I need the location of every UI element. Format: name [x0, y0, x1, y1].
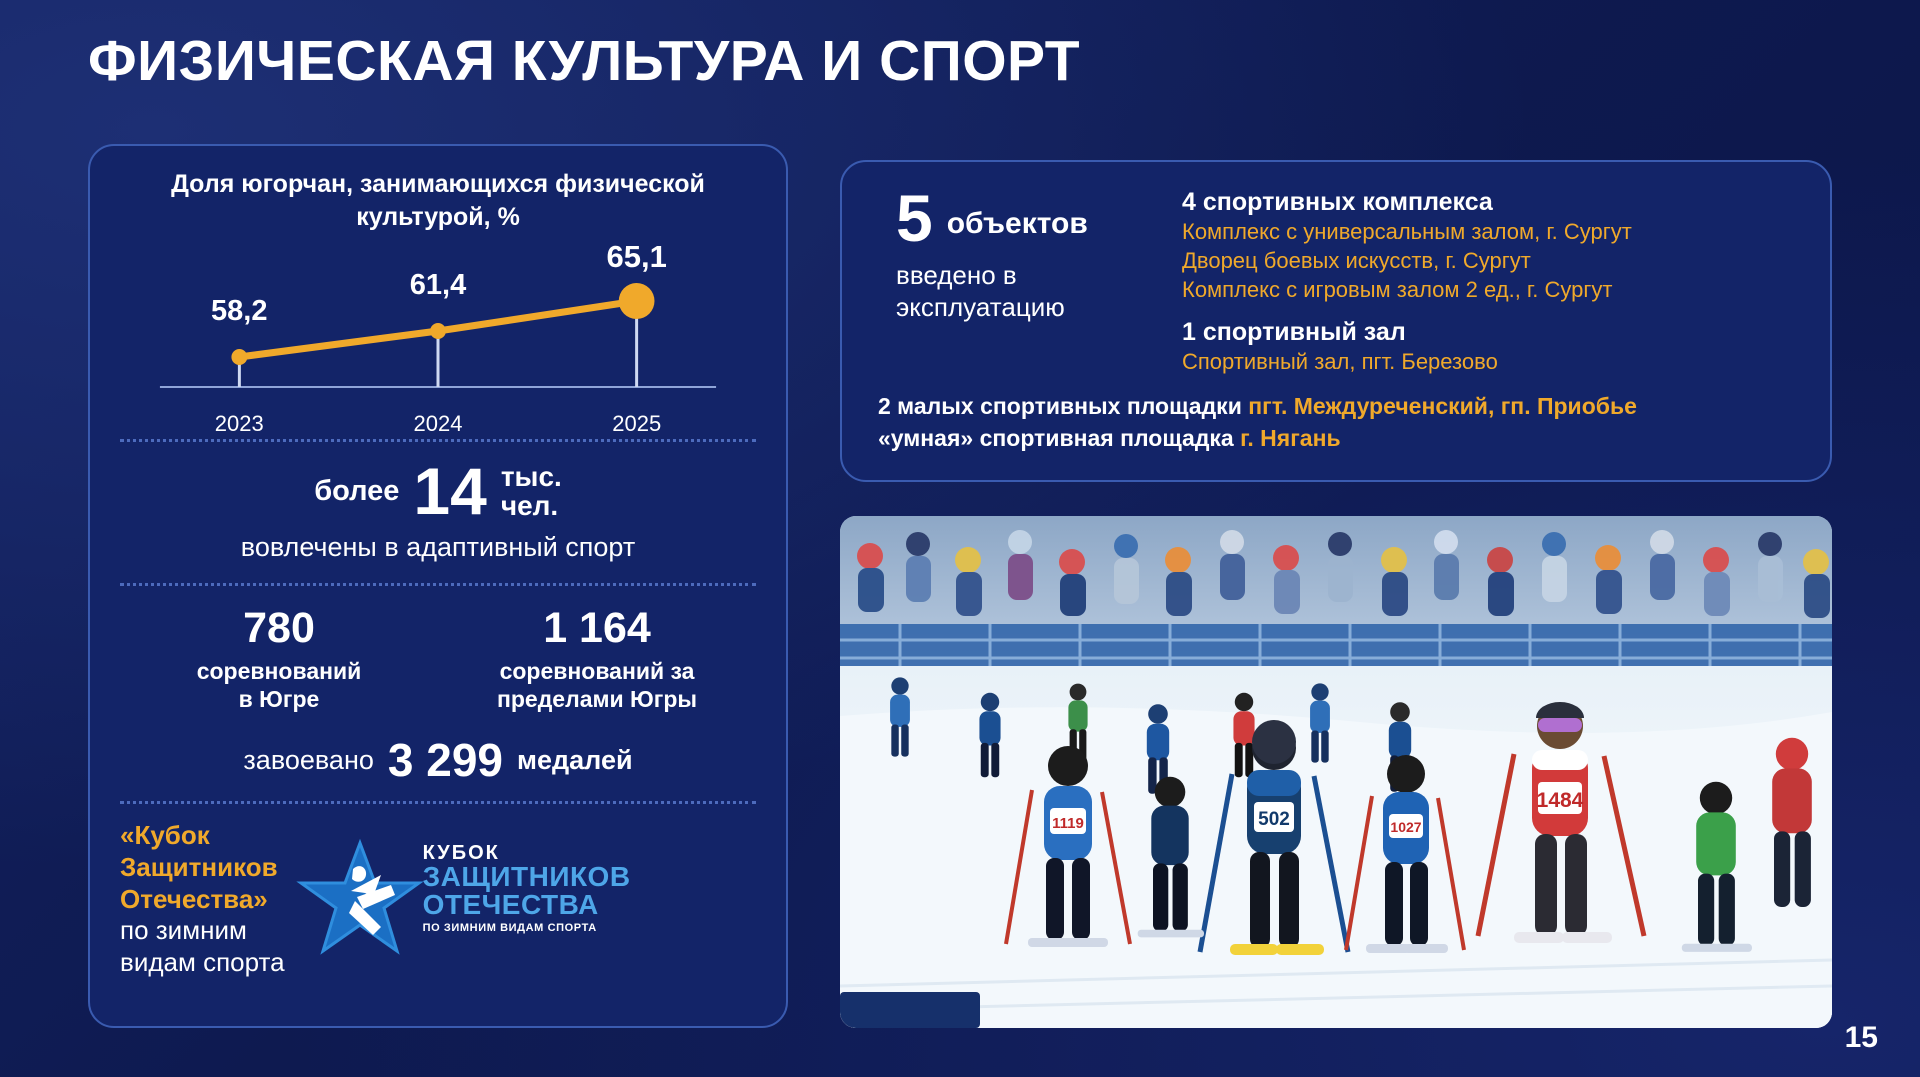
- small-areas-block: [842, 376, 1830, 454]
- adaptive-subtitle: вовлечены в адаптивный спорт: [240, 532, 636, 562]
- medals-number: 3 299: [387, 734, 503, 787]
- objects-subtitle-line1: введено в: [896, 259, 1017, 290]
- right-objects-card: [840, 160, 1832, 482]
- competitions-block: [90, 586, 786, 801]
- competitions-outside-number: 1 164: [543, 604, 651, 652]
- chart-title: Доля югорчан, занимающихся физической культурой, %: [171, 170, 705, 231]
- cup-block: [90, 804, 786, 979]
- medals-row: [90, 733, 786, 801]
- left-statistics-card: [88, 144, 788, 1028]
- cup-line1: «Кубок: [120, 820, 210, 851]
- chart-value-2024: 61,4: [409, 269, 467, 301]
- cup-line2: Защитников: [120, 851, 278, 882]
- page-number: 15: [1844, 1021, 1878, 1054]
- svg-text:1027: 1027: [1390, 819, 1422, 835]
- competitions-outside-line2: пределами Югры: [496, 686, 698, 713]
- small-area-0-label: 2 малых спортивных площадки: [878, 393, 1242, 420]
- chart-value-2023: 58,2: [211, 295, 268, 327]
- adaptive-unit-line1: тыс.: [500, 460, 562, 492]
- group-0-item-0: Комплекс с универсальным залом, г. Сургут: [1182, 219, 1632, 244]
- chart-xtick-2025: 2025: [612, 411, 662, 436]
- page-title: ФИЗИЧЕСКАЯ КУЛЬТУРА И СПОРТ: [88, 29, 1081, 93]
- competition-item-ugra: [120, 604, 438, 713]
- svg-text:502: 502: [1258, 809, 1290, 830]
- chart-block: [90, 146, 786, 439]
- objects-groups: [1172, 188, 1800, 376]
- competitions-in-ugra-line2: в Югре: [238, 686, 320, 713]
- cup-line4: по зимним: [120, 915, 247, 946]
- adaptive-unit-line2: чел.: [500, 490, 559, 521]
- adaptive-prefix: более: [314, 474, 400, 507]
- adaptive-sport-block: [90, 442, 786, 569]
- small-area-0-location: пгт. Междуреченский, гп. Приобье: [1248, 393, 1637, 420]
- group-1-item-0: Спортивный зал, пгт. Березово: [1182, 349, 1498, 375]
- cup-logo-text: [423, 843, 631, 934]
- competition-item-outside: [438, 604, 756, 713]
- svg-text:1484: 1484: [1536, 789, 1584, 812]
- cup-text: [120, 820, 285, 979]
- competitions-in-ugra-line1: соревнований: [196, 658, 362, 684]
- cup-logo-line3: ОТЕЧЕСТВА: [422, 889, 599, 921]
- ski-race-photo-illustration: [840, 516, 1832, 1028]
- objects-row: [842, 162, 1830, 376]
- competitions-in-ugra-number: 780: [243, 604, 315, 652]
- competitions-outside-line1: соревнований за: [499, 658, 695, 684]
- medals-suffix: медалей: [517, 744, 633, 775]
- adaptive-number: 14: [413, 454, 487, 528]
- objects-summary: [872, 181, 1172, 376]
- objects-group-hall: [1182, 318, 1800, 376]
- objects-group-complexes: [1182, 188, 1800, 304]
- group-1-heading: 1 спортивный зал: [1182, 318, 1406, 347]
- cup-logo-line1: КУБОК: [422, 842, 500, 865]
- group-0-item-1: Дворец боевых искусств, г. Сургут: [1182, 248, 1531, 274]
- star-athlete-icon: [295, 835, 425, 965]
- objects-word: объектов: [946, 206, 1088, 240]
- small-area-1-location: г. Нягань: [1240, 425, 1341, 452]
- small-area-1-label: «умная» спортивная площадка: [878, 425, 1234, 452]
- small-area-row-1: [878, 422, 1800, 454]
- cup-logo-line4: ПО ЗИМНИМ ВИДАМ СПОРТА: [422, 922, 597, 935]
- group-0-item-2: Комплекс с игровым залом 2 ед., г. Сургут: [1182, 277, 1613, 303]
- cup-logo: [295, 829, 631, 969]
- group-0-heading: 4 спортивных комплекса: [1182, 188, 1493, 216]
- small-area-row-0: [878, 390, 1800, 422]
- line-chart: [150, 239, 726, 439]
- medals-prefix: завоевано: [243, 744, 374, 775]
- chart-value-2025: 65,1: [606, 239, 667, 274]
- cup-line3: Отечества»: [120, 883, 268, 914]
- cup-line5: видам спорта: [120, 946, 285, 977]
- svg-text:1119: 1119: [1052, 815, 1084, 832]
- objects-subtitle-line2: эксплуатацию: [896, 292, 1065, 323]
- chart-xtick-2024: 2024: [413, 411, 463, 436]
- objects-number: 5: [896, 181, 933, 255]
- group-spacer: [1182, 304, 1800, 318]
- cup-logo-line2: ЗАЩИТНИКОВ: [422, 861, 631, 893]
- chart-xtick-2023: 2023: [214, 411, 264, 436]
- ski-race-photo: [840, 516, 1832, 1028]
